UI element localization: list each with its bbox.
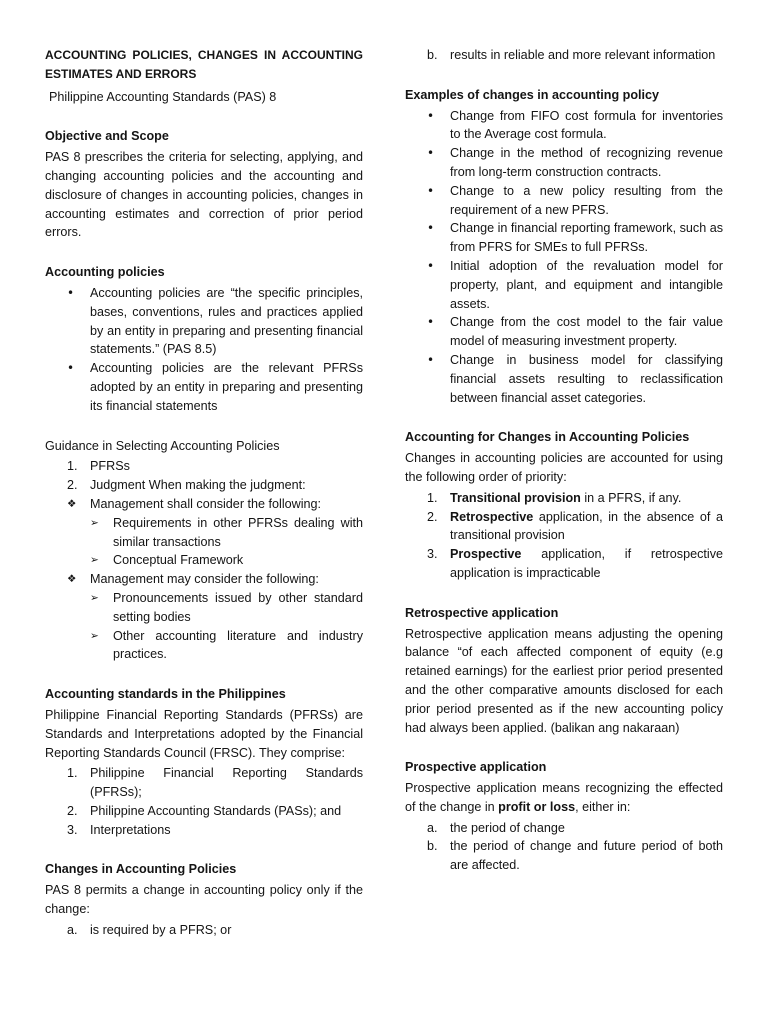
list-item <box>405 46 723 65</box>
list-item-text: the period of change and future period of both are affected. <box>450 839 723 873</box>
heading-examples-of-changes: Examples of changes in accounting policy <box>405 87 660 102</box>
list-item <box>45 821 363 840</box>
list-item <box>405 489 723 508</box>
list-item-text: Other accounting literature and industry practices. <box>113 628 363 662</box>
bullet-icon: • <box>427 258 435 273</box>
list-number: 2. <box>67 803 78 818</box>
sub-list-item <box>45 627 363 665</box>
list-item <box>405 508 723 546</box>
bullet-icon: • <box>427 108 435 123</box>
bullet-icon: • <box>67 285 75 300</box>
list-item <box>45 764 363 802</box>
list-item-text: is required by a PFRS; or <box>90 922 232 937</box>
heading-objective-and-scope: Objective and Scope <box>45 129 169 144</box>
left-column <box>45 46 363 940</box>
sub-list-item <box>45 551 363 570</box>
priority-list <box>405 489 723 583</box>
examples-list <box>405 107 723 408</box>
accounting-for-changes-paragraph: Changes in accounting policies are accounted for using the following order of priority: <box>405 451 723 484</box>
standards-list <box>45 764 363 839</box>
list-item-text: Management shall consider the following: <box>90 496 322 511</box>
bullet-icon: • <box>427 352 435 367</box>
heading-accounting-standards-philippines: Accounting standards in the Philippines <box>45 687 286 702</box>
heading-accounting-policies: Accounting policies <box>45 265 165 280</box>
list-letter: a. <box>427 820 438 835</box>
heading-prospective-application: Prospective application <box>405 760 547 775</box>
list-item <box>45 359 363 415</box>
arrow-bullet-icon: ➢ <box>90 591 99 604</box>
list-item-text: Accounting policies are “the specific principles, bases, conventions, rules and practices applied by an entity in preparing and presenting financial statements.” (PAS 8.5) <box>90 285 363 357</box>
list-number: 3. <box>67 822 78 837</box>
list-item-text: Change to a new policy resulting from the requirement of a new PFRS. <box>450 183 723 217</box>
right-column <box>405 46 723 875</box>
list-item <box>45 495 363 514</box>
changes-policies-paragraph: PAS 8 permits a change in accounting policy only if the change: <box>45 883 363 917</box>
standards-paragraph: Philippine Financial Reporting Standards (PFRSs) are Standards and Interpretations adopted by the Financial Reporting Standards Council (FRSC). They comprise: <box>45 707 363 760</box>
list-item <box>405 257 723 313</box>
list-item <box>45 284 363 359</box>
list-item <box>405 107 723 145</box>
list-item-bold-text: Transitional provision <box>450 490 581 505</box>
list-item-text: Philippine Accounting Standards (PASs); and <box>90 803 342 818</box>
list-item-text: Philippine Financial Reporting Standards (PFRSs); <box>90 766 363 800</box>
list-number: 3. <box>427 547 438 562</box>
bullet-icon: • <box>427 146 435 161</box>
heading-changes-in-accounting-policies: Changes in Accounting Policies <box>45 862 237 877</box>
list-item-text: application, in the absence of a transitional provision <box>450 509 723 543</box>
list-item-text: Change in business model for classifying financial assets resulting to reclassification between financial asset categories. <box>450 352 723 405</box>
list-item-text: Requirements in other PFRSs dealing with similar transactions <box>113 515 363 549</box>
list-number: 2. <box>67 478 78 493</box>
list-item <box>405 351 723 407</box>
list-item-text: in a PFRS, if any. <box>580 490 682 505</box>
list-item-text: Accounting policies are the relevant PFRSs adopted by an entity in preparing and presenting its financial statements <box>90 361 363 413</box>
list-item-text: Change from FIFO cost formula for inventories to the Average cost formula. <box>450 108 723 142</box>
prospective-list <box>405 819 723 875</box>
list-letter: a. <box>67 922 78 937</box>
bullet-icon: • <box>427 221 435 236</box>
retrospective-paragraph: Retrospective application means adjusting the opening balance “of each affected component of equity (e.g retained earnings) for the earliest prior period presented and the other comparative amounts disclosed for each prior period presented as if the new accounting policy had always been applied. (balikan ang nakaraan) <box>405 626 723 735</box>
list-number: 1. <box>427 490 438 505</box>
list-item <box>45 457 363 476</box>
list-item-bold-text: Retrospective <box>450 509 534 524</box>
document-title: ACCOUNTING POLICIES, CHANGES IN ACCOUNTING ESTIMATES AND ERRORS <box>45 48 363 81</box>
list-item-text: Change in financial reporting framework, such as from PFRS for SMEs to full PFRSs. <box>450 221 724 255</box>
list-item <box>405 545 723 583</box>
list-item <box>45 570 363 589</box>
bullet-icon: • <box>427 183 435 198</box>
sub-list-item <box>45 589 363 627</box>
heading-accounting-for-changes: Accounting for Changes in Accounting Policies <box>405 430 690 445</box>
list-item-bold-text: Prospective <box>450 547 522 562</box>
prospective-text-after: , either in: <box>575 799 631 814</box>
list-item-text: results in reliable and more relevant information <box>450 48 716 62</box>
list-item-text: PFRSs <box>90 459 130 474</box>
prospective-paragraph <box>405 779 723 817</box>
accounting-policies-list <box>45 284 363 416</box>
list-number: 1. <box>67 766 78 781</box>
list-item <box>45 921 363 940</box>
bullet-icon: • <box>67 361 75 376</box>
arrow-bullet-icon: ➢ <box>90 516 99 529</box>
list-item <box>45 802 363 821</box>
sub-list-item <box>45 514 363 552</box>
list-item-text: the period of change <box>450 820 565 835</box>
list-item-text: Judgment When making the judgment: <box>90 478 306 493</box>
list-item <box>405 182 723 220</box>
list-item-text: Change from the cost model to the fair value model of measuring investment property. <box>450 315 723 349</box>
bullet-icon: • <box>427 315 435 330</box>
list-item <box>405 313 723 351</box>
diamond-bullet-icon: ❖ <box>67 573 77 586</box>
arrow-bullet-icon: ➢ <box>90 554 99 567</box>
list-item <box>405 144 723 182</box>
prospective-text-bold: profit or loss <box>498 799 576 814</box>
arrow-bullet-icon: ➢ <box>90 629 99 642</box>
list-item-text: Conceptual Framework <box>113 553 244 568</box>
list-item-text: Pronouncements issued by other standard setting bodies <box>113 590 363 624</box>
list-item-text: Change in the method of recognizing revenue from long-term construction contracts. <box>450 146 723 179</box>
heading-guidance: Guidance in Selecting Accounting Policies <box>45 438 280 453</box>
list-item <box>405 837 723 875</box>
list-item <box>45 476 363 495</box>
list-item <box>405 219 723 257</box>
heading-retrospective-application: Retrospective application <box>405 605 559 620</box>
list-item-text: Management may consider the following: <box>90 572 319 587</box>
list-item-text: Interpretations <box>90 822 171 837</box>
prospective-text-before: Prospective application means recognizing the effected of the change in <box>405 781 723 814</box>
list-number: 1. <box>67 459 78 474</box>
guidance-list <box>45 457 363 664</box>
list-number: 2. <box>427 509 438 524</box>
diamond-bullet-icon: ❖ <box>67 497 77 510</box>
list-letter: b. <box>427 839 438 854</box>
changes-conditions-list <box>45 921 363 940</box>
list-item-text: Initial adoption of the revaluation model for property, plant, and equipment and intangible assets. <box>450 258 723 311</box>
list-item-text: application, if retrospective application is impracticable <box>450 547 723 580</box>
changes-conditions-list-continued <box>405 46 723 65</box>
list-letter: b. <box>427 48 438 62</box>
objective-paragraph: PAS 8 prescribes the criteria for selecting, applying, and changing accounting policies and the accounting and disclosure of changes in accounting policies, changes in accounting estimates and correction of prior period errors. <box>45 150 363 240</box>
list-item <box>405 819 723 838</box>
document-subtitle: Philippine Accounting Standards (PAS) 8 <box>49 89 277 104</box>
